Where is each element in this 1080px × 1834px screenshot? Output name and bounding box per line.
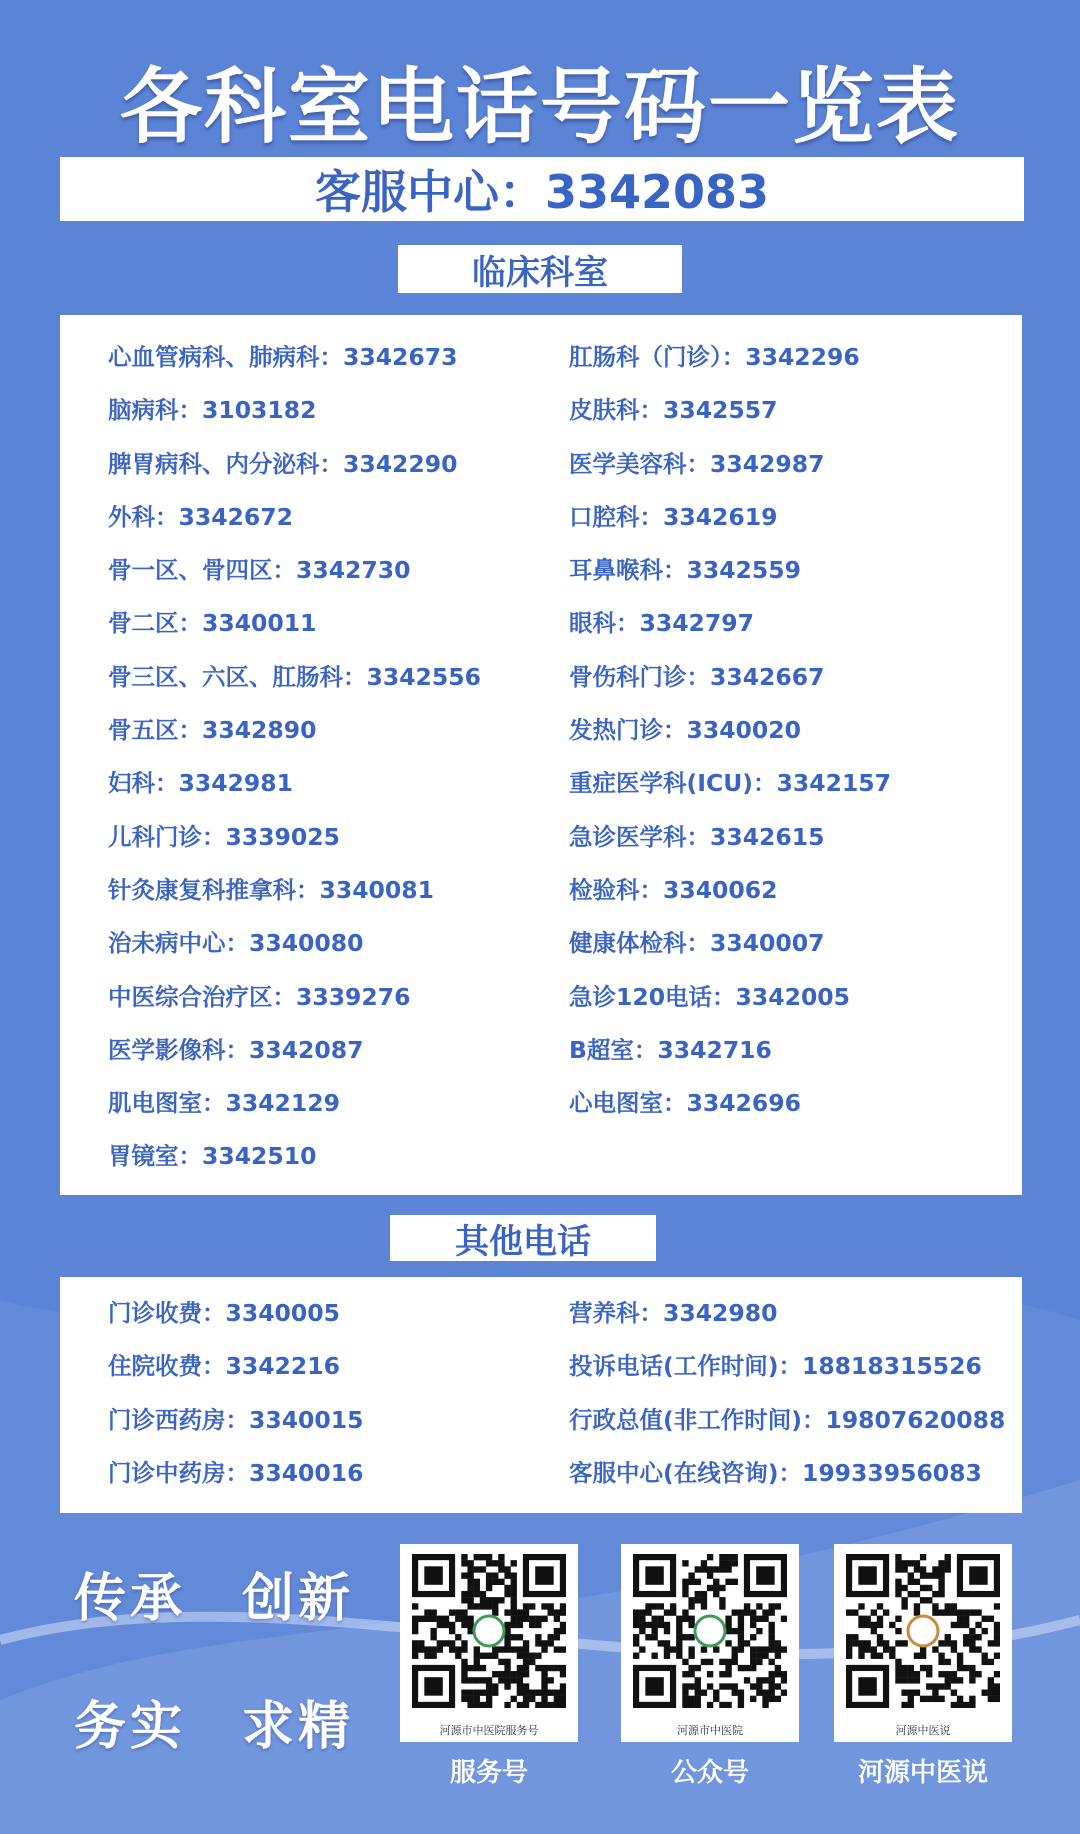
directory-entry: 骨伤科门诊：3342667: [569, 662, 825, 691]
other-left-column: [108, 1287, 363, 1500]
qr-code-icon: [412, 1554, 566, 1708]
directory-entry: 投诉电话(工作时间)：18818315526: [569, 1352, 982, 1381]
qr-card-channel[interactable]: [834, 1544, 1012, 1742]
directory-entry: 儿科门诊：3339025: [108, 822, 340, 851]
section-title-other: 其他电话: [390, 1215, 656, 1261]
directory-entry: 急诊医学科：3342615: [569, 822, 825, 851]
directory-entry: 骨一区、骨四区：3342730: [108, 556, 411, 585]
directory-entry: 眼科：3342797: [569, 609, 754, 638]
slogan-line-1: 传承 创新: [74, 1569, 355, 1629]
directory-entry: 心电图室：3342696: [569, 1089, 801, 1118]
directory-entry: 住院收费：3342216: [108, 1352, 340, 1381]
directory-entry: 脾胃病科、内分泌科：3342290: [108, 449, 458, 478]
qr-code-icon: [846, 1554, 1000, 1708]
clinical-right-column: [569, 331, 891, 1130]
directory-entry: 行政总值(非工作时间)：19807620088: [569, 1405, 1006, 1434]
directory-entry: B超室：3342716: [569, 1035, 772, 1064]
directory-entry: 中医综合治疗区：3339276: [108, 982, 411, 1011]
directory-entry: 骨三区、六区、肛肠科：3342556: [108, 662, 481, 691]
qr-caption: 河源市中医院服务号: [439, 1724, 539, 1737]
hotline-text: 客服中心：3342083: [314, 165, 770, 219]
directory-entry: 骨二区：3340011: [108, 609, 317, 638]
page-title: 各科室电话号码一览表: [119, 60, 960, 155]
qr-label-channel: 河源中医说: [857, 1758, 988, 1788]
directory-entry: 客服中心(在线咨询)：19933956083: [569, 1458, 982, 1487]
qr-caption: 河源中医说: [895, 1724, 951, 1737]
directory-entry: 医学美容科：3342987: [569, 449, 825, 478]
hotline-banner: [60, 157, 1024, 221]
directory-entry: 脑病科：3103182: [108, 396, 317, 425]
directory-entry: 针灸康复科推拿科：3340081: [108, 875, 434, 904]
directory-entry: 胃镜室：3342510: [108, 1142, 317, 1171]
directory-entry: 肛肠科（门诊）：3342296: [569, 343, 860, 371]
qr-label-service: 服务号: [449, 1758, 528, 1788]
directory-entry: 急诊120电话：3342005: [569, 982, 851, 1011]
clinical-directory-panel: [60, 315, 1022, 1195]
directory-entry: 肌电图室：3342129: [108, 1089, 340, 1118]
directory-entry: 皮肤科：3342557: [569, 396, 778, 425]
qr-card-service[interactable]: [400, 1544, 578, 1742]
directory-entry: 耳鼻喉科：3342559: [569, 556, 801, 585]
clinical-left-column: [108, 331, 481, 1184]
qr-label-official: 公众号: [670, 1758, 749, 1788]
other-right-column: [569, 1287, 1005, 1500]
directory-entry: 门诊中药房：3340016: [108, 1458, 364, 1487]
directory-entry: 重症医学科(ICU)：3342157: [569, 769, 892, 798]
section-title-clinical: 临床科室: [398, 245, 682, 293]
directory-entry: 健康体检科：3340007: [569, 929, 825, 958]
directory-entry: 医学影像科：3342087: [108, 1035, 364, 1064]
directory-entry: 心血管病科、肺病科：3342673: [108, 343, 458, 371]
other-directory-panel: [60, 1277, 1022, 1513]
directory-entry: 妇科：3342981: [108, 769, 293, 798]
slogan-line-2: 务实 求精: [74, 1697, 355, 1757]
directory-entry: 门诊西药房：3340015: [108, 1405, 364, 1434]
qr-card-official[interactable]: [621, 1544, 799, 1742]
hospital-logo-icon: [695, 1616, 725, 1646]
directory-entry: 门诊收费：3340005: [108, 1299, 340, 1327]
directory-entry: 骨五区：3342890: [108, 716, 317, 745]
directory-entry: 检验科：3340062: [569, 875, 778, 904]
directory-entry: 治未病中心：3340080: [108, 929, 364, 958]
qr-caption: 河源市中医院: [677, 1724, 743, 1737]
directory-entry: 营养科：3342980: [569, 1299, 778, 1327]
directory-entry: 口腔科：3342619: [569, 502, 778, 531]
channel-logo-icon: [908, 1616, 938, 1646]
hospital-logo-icon: [474, 1616, 504, 1646]
directory-entry: 外科：3342672: [108, 502, 293, 531]
qr-code-icon: [633, 1554, 787, 1708]
directory-entry: 发热门诊：3340020: [569, 716, 801, 745]
